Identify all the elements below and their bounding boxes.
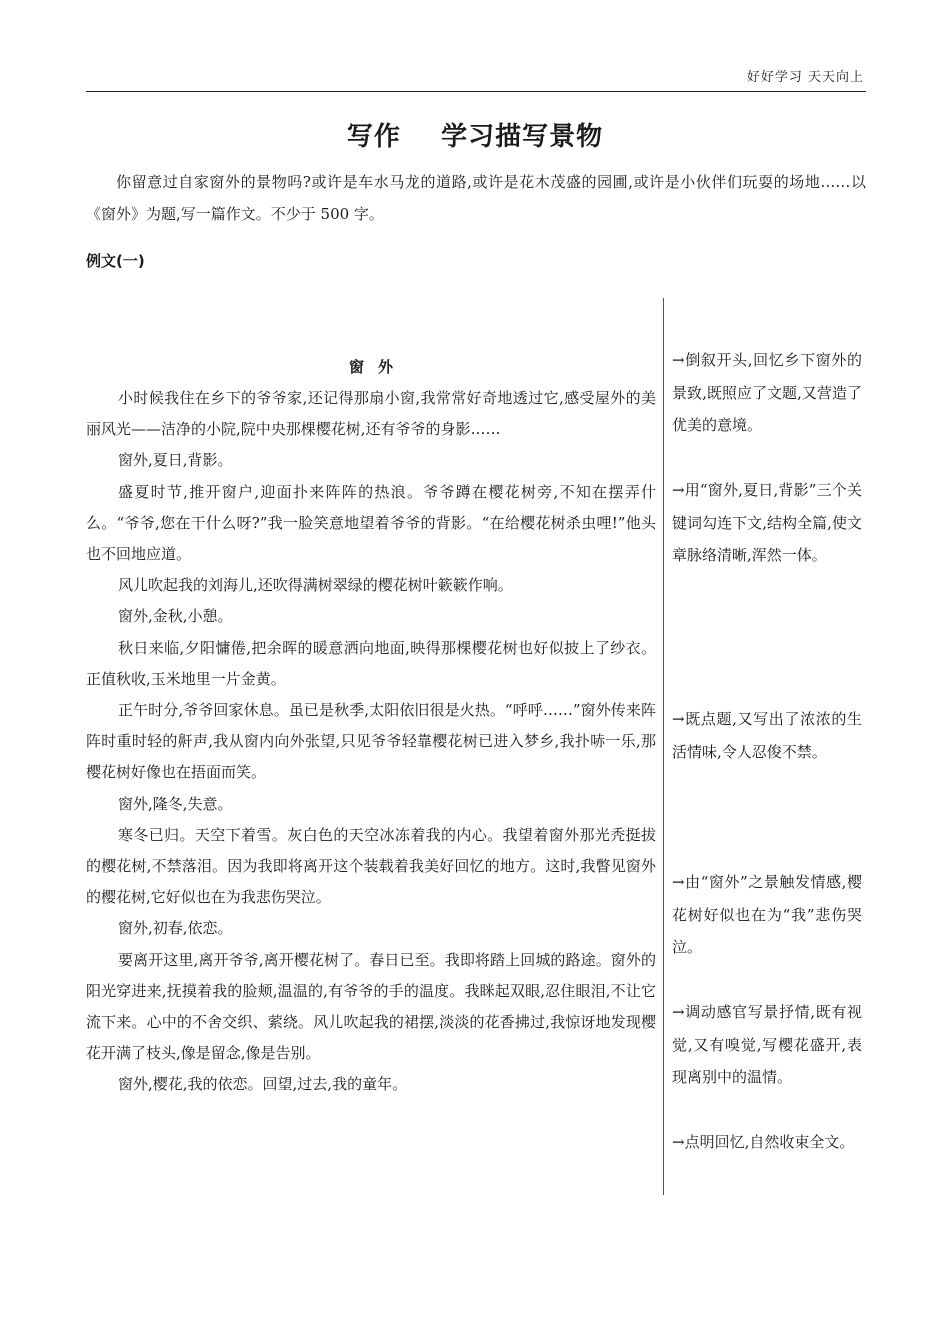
header-slogan: 好好学习 天天向上	[746, 70, 864, 85]
essay-paragraph: 小时候我住在乡下的爷爷家,还记得那扇小窗,我常常好奇地透过它,感受屋外的美丽风光——洁净的小院,院中央那棵樱花树,还有爷爷的身影……	[86, 389, 656, 439]
margin-note: →既点题,又写出了浓浓的生活情味,令人忍俊不禁。	[672, 710, 862, 761]
writing-prompt: 你留意过自家窗外的景物吗?或许是车水马龙的道路,或许是花木茂盛的园圃,或许是小伙伴们玩耍的场地……以《窗外》为题,写一篇作文。不少于 500 字。	[86, 173, 866, 223]
essay-paragraph: 秋日来临,夕阳慵倦,把余晖的暖意洒向地面,映得那棵樱花树也好似披上了纱衣。正值秋收,玉米地里一片金黄。	[86, 638, 656, 688]
essay-paragraph: 寒冬已归。天空下着雪。灰白色的天空冰冻着我的内心。我望着窗外那光秃挺拔的樱花树,不禁落泪。因为我即将离开这个装载着我美好回忆的地方。这时,我瞥见窗外的樱花树,它好似也在为我悲伤哭泣。	[86, 825, 656, 907]
margin-note: →调动感官写景抒情,既有视觉,又有嗅觉,写樱花盛开,表现离别中的温情。	[672, 1003, 862, 1086]
margin-note: →由“窗外”之景触发情感,樱花树好似也在为“我”悲伤哭泣。	[672, 873, 862, 956]
page-title: 写作 学习描写景物	[346, 122, 604, 152]
essay-paragraph: 窗外,隆冬,失意。	[118, 794, 233, 813]
column-divider	[663, 298, 664, 1195]
essay-paragraph: 要离开这里,离开爷爷,离开樱花树了。春日已至。我即将踏上回城的路途。窗外的阳光穿进来,抚摸着我的脸颊,温温的,有爷爷的手的温度。我眯起双眼,忍住眼泪,不让它流下来。心中的不舍交织、萦绕。风儿吹起我的裙摆,淡淡的花香拂过,我惊讶地发现樱花开满了枝头,像是留念,像是告别。	[86, 950, 656, 1063]
margin-note: →点明回忆,自然收束全文。	[672, 1133, 855, 1151]
essay-paragraph: 风儿吹起我的刘海儿,还吹得满树翠绿的樱花树叶簌簌作响。	[118, 576, 513, 595]
essay-paragraph: 正午时分,爷爷回家休息。虽已是秋季,太阳依旧很是火热。“呼呼……”窗外传来阵阵时重时轻的鼾声,我从窗内向外张望,只见爷爷轻靠樱花树已进入梦乡,我扑哧一乐,那樱花树好像也在捂面而笑。	[86, 701, 656, 782]
header-rule	[86, 91, 866, 92]
essay-paragraph: 窗外,樱花,我的依恋。回望,过去,我的童年。	[118, 1075, 408, 1094]
essay	[86, 352, 656, 1101]
essay-paragraph: 窗外,初春,依恋。	[118, 919, 233, 938]
essay-paragraph: 窗外,金秋,小憩。	[118, 607, 233, 626]
essay-paragraph: 窗外,夏日,背影。	[118, 451, 233, 470]
essay-paragraph: 盛夏时节,推开窗户,迎面扑来阵阵的热浪。爷爷蹲在樱花树旁,不知在摆弄什么。“爷爷,您在干什么呀?”我一脸笑意地望着爷爷的背影。“在给樱花树杀虫哩!”他头也不回地应道。	[86, 482, 656, 564]
essay-title: 窗外	[348, 358, 407, 376]
example-label: 例文(一)	[86, 252, 145, 270]
margin-note: →倒叙开头,回忆乡下窗外的景致,既照应了文题,又营造了优美的意境。	[672, 351, 862, 434]
margin-note: →用“窗外,夏日,背影”三个关键词勾连下文,结构全篇,使文章脉络清晰,浑然一体。	[672, 481, 862, 564]
